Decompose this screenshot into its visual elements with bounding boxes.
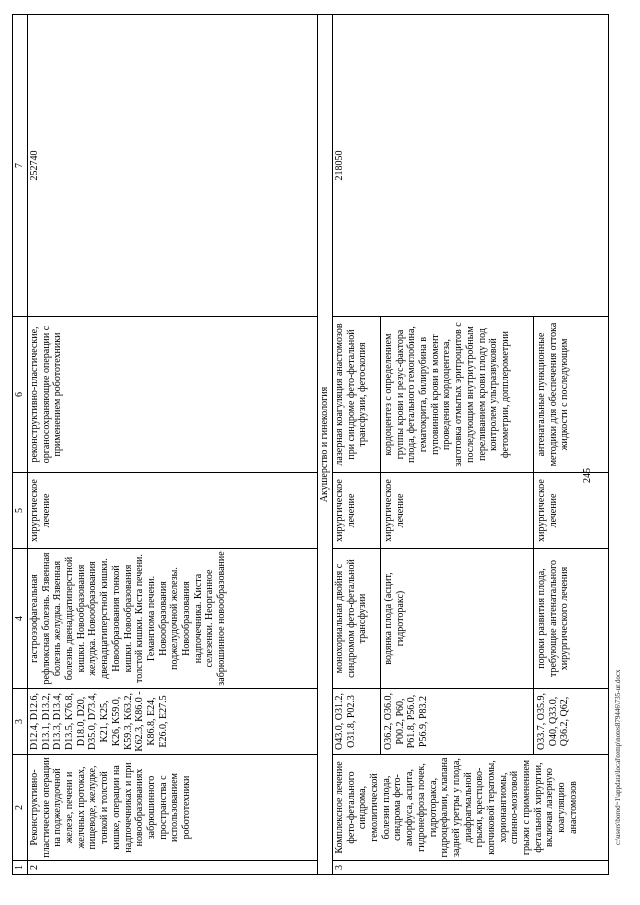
- patient-model-cell: [333, 549, 609, 689]
- section-row: [318, 15, 333, 875]
- header-cell: 3: [13, 689, 28, 755]
- file-path-footer: c:\users\borod~1\appdata\local\temp\notes879446\735-ur.docx: [614, 669, 622, 845]
- icd-codes: D12.4, D12.6, D13.1, D13.2, D13.3, D13.4, D13.5, K76.8, D18.0, D20, D35.0, D73.4, K21, K25, K26, K59.0, K59.3, K63.2, K62.3, K86.0 - K86.8, E24, E26.0, E27.5: [28, 689, 318, 755]
- row-number: 3: [333, 861, 609, 875]
- patient-model: монохориальная двойня с синдромом фето-фетальной трансфузии: [334, 549, 381, 688]
- header-cell: 4: [13, 549, 28, 689]
- treatment-type: хирургическое лечение: [28, 473, 318, 549]
- care-name: Реконструктивно-пластические операции на поджелудочной железе, печени и желчных протоках, пищеводе, желудке, тонкой и толстой кишке, операции на надпочечниках и при новообразованиях забрюшинного пространства с использованием робототехники: [28, 755, 318, 861]
- icd-codes: O33.7, O35.9, O40, Q33.0, Q36.2, Q62,: [536, 693, 571, 750]
- header-cell: 5: [13, 473, 28, 549]
- header-cell: 6: [13, 317, 28, 473]
- table-row: [28, 15, 318, 875]
- header-row: [13, 15, 28, 875]
- cost-value: 218050: [333, 15, 609, 317]
- header-cell: 1: [13, 861, 28, 875]
- section-title: Акушерство и гинекология: [318, 15, 333, 875]
- treatment-method: лазерная коагуляция анастомозов при синдроме фето-фетальной трансфузии, фетоскопия: [334, 317, 381, 472]
- row-number: 2: [28, 861, 318, 875]
- treatment-type: хирургическое лечение: [536, 479, 559, 542]
- patient-model: гастроэзофагеальная рефлюксная болезнь. Язвенная болезнь желудка. Язвенная болезнь двенадцатиперстной кишки. Новообразования желудка. Новообразования двенадцатиперстной кишки. Новообразования тонкой кишки. Новообразования толстой кишки. Киста печени. Гемангиома печени. Новообразования поджелудочной железы. Новообразования надпочечника. Киста селезенки. Неорганное забрюшинное новообразование: [28, 549, 318, 689]
- patient-model: пороки развития плода, требующие антенатального хирургического лечения: [536, 560, 571, 678]
- cost-value: 252740: [28, 15, 318, 317]
- icd-codes-cell: [333, 689, 609, 755]
- treatment-type-cell: [333, 473, 609, 549]
- patient-model: водянка плода (асцит, гидроторакс): [383, 549, 534, 688]
- care-name: Комплексное лечение фето-фетального синдрома, гемолитической болезни плода, синдрома фето-аморфуса, асцита, гидронефроза почек, гидроторакса, гидроцефалии, клапана задней уретры у плода, диафрагмальной грыжи, крестцово-копчиковой тератомы, хорионангиомы, спинно-мозговой грыжи с применением фетальной хирургии, включая лазерную коагуляцию анастомозов: [333, 755, 609, 861]
- icd-codes: O36.2, O36.0, P00.2, P60, P61.8, P56.0, P56.9, P83.2: [383, 689, 534, 754]
- treatment-method: реконструктивно-пластические, органосохраняющие операции с применением робототехники: [28, 317, 318, 473]
- procedures-table: [12, 14, 609, 875]
- icd-codes: O43.0, O31.2, O31.8, P02.3: [334, 689, 381, 754]
- header-cell: 7: [13, 15, 28, 317]
- treatment-type: хирургическое лечение: [383, 473, 534, 548]
- header-cell: 2: [13, 755, 28, 861]
- treatment-type: хирургическое лечение: [334, 473, 381, 548]
- page-number: 245: [582, 468, 593, 483]
- table-row: [333, 15, 609, 875]
- treatment-method: кордоцентез с определением группы крови и резус-фактора плода, фетального гемоглобина, гематокрита, билирубина в пуповинной крови в момент проведения кордоцентеза, заготовка отмытых эритроцитов с последующим внутриутробным переливанием крови плоду под контролем ультразвуковой фетометрии, допплерометрии: [383, 317, 534, 472]
- treatment-method-cell: [333, 317, 609, 473]
- treatment-method: антенатальные пункционные методики для обеспечения оттока жидкости с последующим: [536, 322, 571, 467]
